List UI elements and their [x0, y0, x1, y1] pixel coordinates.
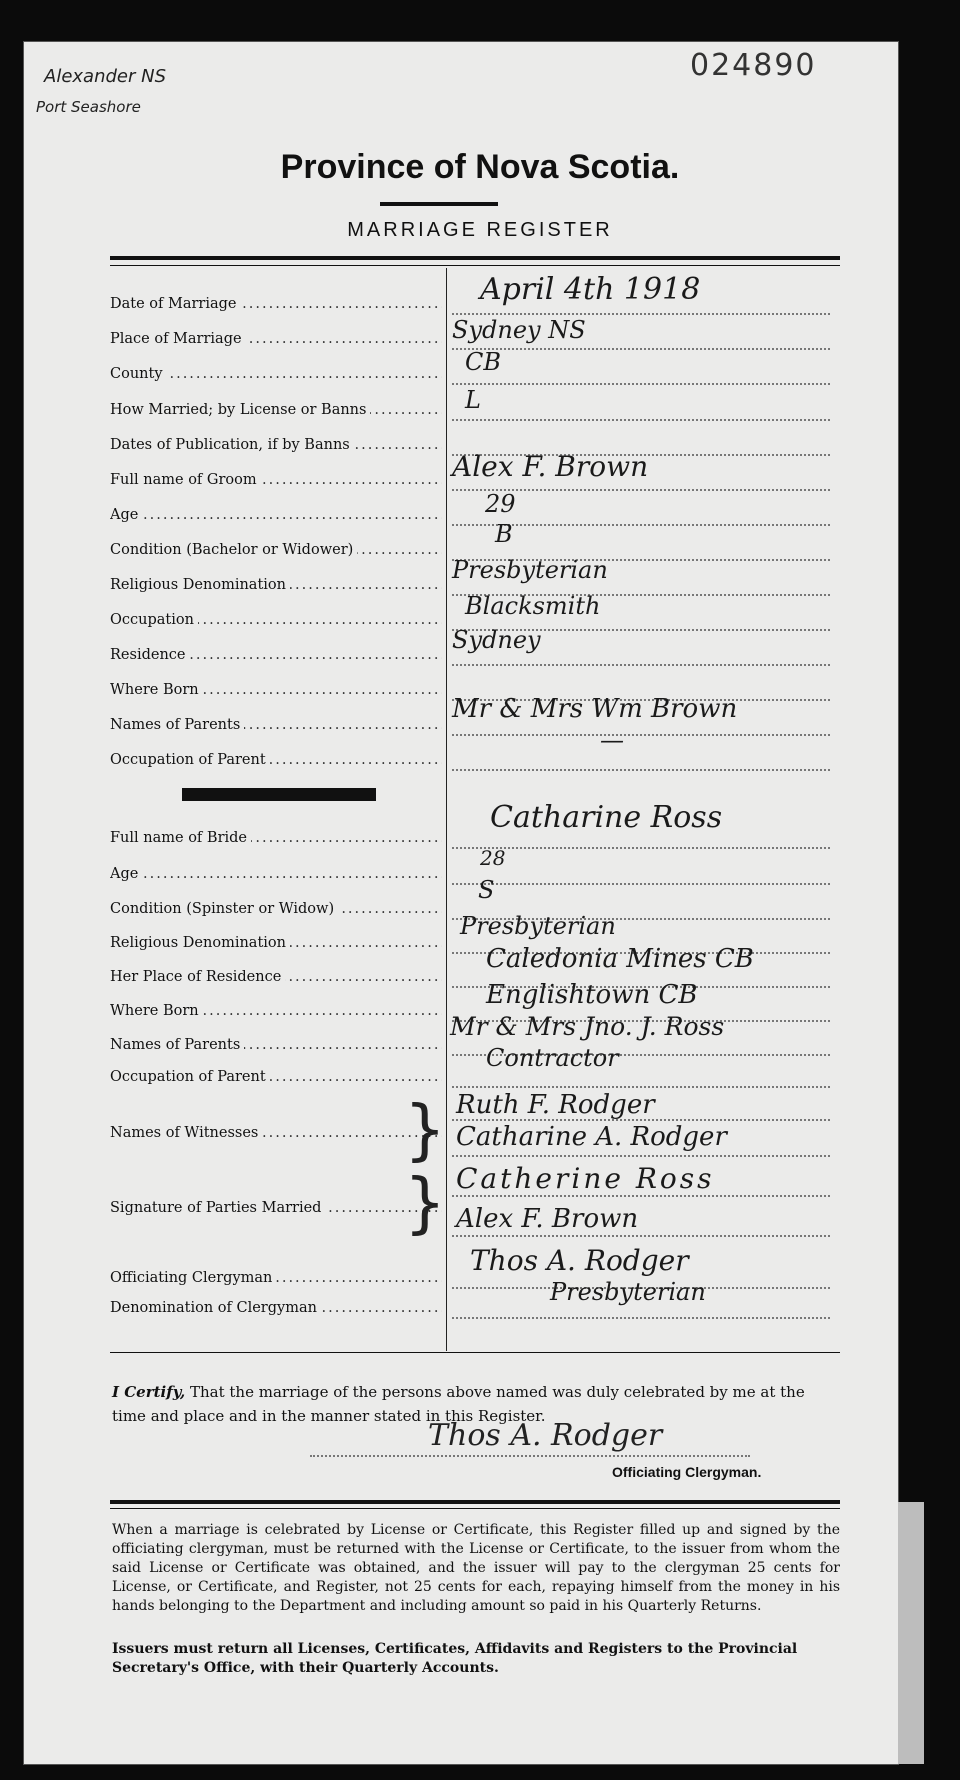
certify-body: That the marriage of the persons above named was duly celebrated by me at the time and place and in the manner stated in this Register. [112, 1383, 805, 1425]
body-bottom-rule [110, 1352, 840, 1353]
certify-keyword: I Certify, [112, 1383, 186, 1401]
value-line [452, 882, 830, 885]
register-number: 024890 [690, 48, 817, 83]
value-line [452, 382, 830, 385]
value-groom-condition: B [495, 520, 513, 548]
value-bride-name: Catharine Ross [490, 800, 723, 835]
label-groom-parents: Names of Parents ..... [110, 717, 442, 733]
value-date-of-marriage: April 4th 1918 [480, 272, 701, 307]
value-line [452, 663, 830, 666]
value-line [452, 1316, 830, 1319]
value-how-married: L [465, 386, 481, 414]
value-line [452, 312, 830, 315]
footer-return-notice: Issuers must return all Licenses, Certificates, Affidavits and Registers to the Provincial Secretary's Office, with their Quarterly Accounts. [112, 1641, 798, 1676]
label-bride-religion: Religious Denomination ..... [110, 935, 442, 951]
footer-instructions: When a marriage is celebrated by License or Certificate, this Register filled up and signed by the officiating clergyman, must be returned with the License or Certificate, to the issuer from whom the said License or Certificate was obtained, and the issuer will pay to the clergyman 25 cents for License, or Certificate, and Register, not 25 cents for each, repaying himself from the money in his hands belonging to the Department and including amount so paid in his Quarterly Returns. [112, 1522, 840, 1614]
document-title: Province of Nova Scotia. [280, 148, 680, 186]
label-dates-of-publication: Dates of Publication, if by Banns ..... [110, 437, 442, 453]
label-how-married: How Married; by License or Banns ..... [110, 402, 442, 418]
signatures-brace: } [404, 1164, 446, 1241]
footer-rule [110, 1500, 840, 1504]
witnesses-brace: } [404, 1091, 446, 1168]
label-date-of-marriage: Date of Marriage ..... [110, 296, 442, 312]
value-denomination-clergyman: Presbyterian [550, 1278, 706, 1306]
value-line [452, 1154, 830, 1157]
value-signature-groom: Alex F. Brown [456, 1204, 639, 1234]
value-groom-name: Alex F. Brown [452, 450, 649, 483]
value-bride-residence: Caledonia Mines CB [486, 944, 754, 974]
value-groom-residence: Sydney [452, 626, 541, 654]
label-witnesses: Names of Witnesses ..... [110, 1125, 442, 1141]
header-rule [110, 256, 840, 260]
value-line [452, 768, 830, 771]
label-county: County ..... [110, 366, 442, 382]
section-separator-bar [182, 788, 376, 801]
label-signatures: Signature of Parties Married ..... [110, 1200, 442, 1216]
label-groom-condition: Condition (Bachelor or Widower) ..... [110, 542, 442, 558]
value-groom-parents: Mr & Mrs Wm Brown [452, 694, 738, 724]
header-thin-rule [110, 265, 840, 266]
label-groom-name: Full name of Groom ..... [110, 472, 442, 488]
label-officiating-clergyman: Officiating Clergyman ..... [110, 1270, 442, 1286]
signature-line [310, 1455, 750, 1457]
label-bride-parents: Names of Parents ..... [110, 1037, 442, 1053]
certify-signature: Thos A. Rodger [428, 1418, 663, 1453]
label-bride-age: Age ..... [110, 866, 442, 882]
value-line [452, 418, 830, 421]
value-line [452, 1234, 830, 1237]
value-bride-condition: S [478, 876, 495, 904]
value-county: CB [465, 348, 501, 376]
value-place-of-marriage: Sydney NS [452, 316, 586, 344]
value-line [452, 1085, 830, 1088]
value-groom-religion: Presbyterian [452, 556, 608, 584]
title-divider [380, 202, 498, 206]
label-groom-residence: Residence ..... [110, 647, 442, 663]
value-bride-parent-occupation: Contractor [486, 1044, 619, 1072]
margin-note-2: Port Seashore [36, 98, 141, 116]
label-denomination-clergyman: Denomination of Clergyman ..... [110, 1300, 442, 1316]
column-divider [446, 268, 447, 1351]
label-groom-parent-occupation: Occupation of Parent ..... [110, 752, 442, 768]
value-bride-parents: Mr & Mrs Jno. J. Ross [450, 1012, 725, 1041]
value-witness-2: Catharine A. Rodger [456, 1122, 727, 1152]
value-witness-1: Ruth F. Rodger [456, 1090, 655, 1120]
document-subtitle: MARRIAGE REGISTER [347, 219, 613, 241]
footer-thin-rule [110, 1508, 840, 1509]
value-line [452, 733, 830, 736]
label-groom-where-born: Where Born ..... [110, 682, 442, 698]
label-groom-occupation: Occupation ..... [110, 612, 442, 628]
label-bride-name: Full name of Bride ..... [110, 830, 442, 846]
value-officiating-clergyman: Thos A. Rodger [470, 1244, 689, 1277]
value-groom-occupation: Blacksmith [465, 592, 601, 620]
label-bride-where-born: Where Born ..... [110, 1003, 442, 1019]
label-groom-age: Age ..... [110, 507, 442, 523]
certify-role: Officiating Clergyman. [612, 1464, 762, 1480]
label-place-of-marriage: Place of Marriage ..... [110, 331, 442, 347]
label-groom-religion: Religious Denomination ..... [110, 577, 442, 593]
value-signature-bride: Catherine Ross [456, 1162, 715, 1195]
margin-note-1: Alexander NS [44, 66, 166, 87]
value-line [452, 347, 830, 350]
label-bride-parent-occupation: Occupation of Parent ..... [110, 1069, 442, 1085]
value-groom-parent-occupation: — [600, 726, 624, 754]
label-bride-condition: Condition (Spinster or Widow) ..... [110, 901, 442, 917]
value-groom-age: 29 [485, 490, 516, 518]
value-bride-religion: Presbyterian [460, 912, 616, 940]
value-line [452, 846, 830, 849]
value-bride-age: 28 [480, 846, 506, 870]
label-bride-residence: Her Place of Residence ..... [110, 969, 442, 985]
value-bride-where-born: Englishtown CB [486, 980, 698, 1010]
